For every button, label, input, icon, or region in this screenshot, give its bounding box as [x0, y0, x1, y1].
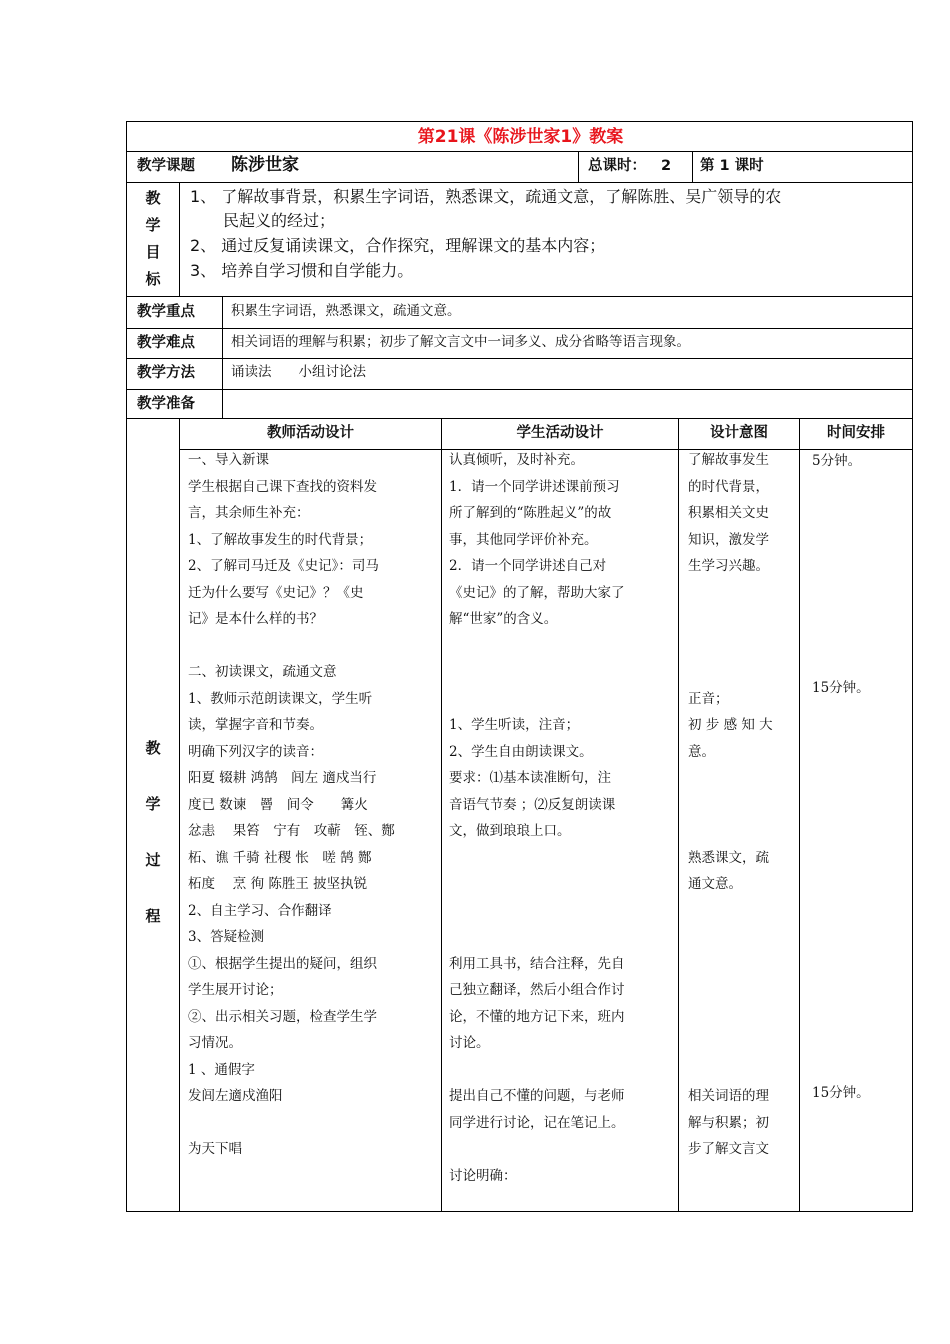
intent-line: [688, 792, 773, 819]
intent-line: 积累相关文史: [688, 505, 769, 521]
row-divider: [127, 151, 912, 152]
topic-label: 教学课题: [137, 158, 195, 174]
student-line: 音语气节奏 ；⑵反复朗读课: [449, 796, 616, 813]
process-label: 教 学 过 程: [145, 739, 161, 925]
topic-value: 陈涉世家: [231, 155, 299, 175]
total-hours-label: 总课时：: [588, 158, 646, 174]
teacher-line: 柘度 烹 徇 陈胜王 披坚执锐: [188, 876, 368, 892]
header-student: 学生活动设计: [516, 425, 604, 441]
time-item: 5分钟。: [812, 453, 862, 469]
row-divider: [127, 328, 912, 329]
student-line: [449, 1136, 625, 1163]
goal-item: 2、 通过反复诵读课文，合作探究，理解课文的基本内容；: [190, 236, 606, 255]
teacher-line: 读，掌握字音和节奏。: [188, 717, 323, 733]
intent-line: [688, 924, 773, 951]
student-line: 2、学生自由朗读课文。: [449, 743, 593, 760]
row-divider: [127, 296, 912, 297]
teacher-line: 2、了解司马迁及《史记》：司马: [188, 558, 379, 574]
teacher-line: 1、了解故事发生的时代背景；: [188, 531, 373, 548]
intent-line: 正音；: [688, 690, 729, 707]
focus-label: 教学重点: [137, 304, 195, 320]
row-divider: [127, 389, 912, 390]
student-line: 解“世家”的含义。: [449, 611, 558, 627]
student-line: [449, 633, 625, 660]
goals-label: 教 学 目 标: [145, 189, 161, 288]
teacher-line: [188, 633, 395, 660]
student-line: 1．请一个同学讲述课前预习: [449, 478, 620, 495]
difficulty-value: 相关词语的理解与积累；初步了解文言文中一词多义、成分省略等语言现象。: [231, 334, 690, 350]
student-line: 同学进行讨论，记在笔记上。: [449, 1114, 625, 1131]
focus-value: 积累生字词语，熟悉课文，疏通文意。: [231, 303, 461, 319]
intent-line: 的时代背景，: [688, 478, 769, 495]
intent-line: [688, 606, 773, 633]
student-line: [449, 686, 625, 713]
teacher-line: 明确下列汉字的读音：: [188, 743, 323, 760]
student-line: 1、学生听读，注音；: [449, 717, 580, 733]
intent-line: [688, 765, 773, 792]
teacher-line: 二、初读课文，疏通文意: [188, 664, 337, 680]
intent-line: 熟悉课文，疏: [688, 849, 769, 866]
student-line: 文，做到琅琅上口。: [449, 823, 571, 839]
teacher-line: 为天下唱: [188, 1141, 242, 1157]
teacher-line: 迁为什么要写《史记》？《史: [188, 584, 364, 601]
intent-line: 了解故事发生: [688, 452, 769, 468]
design-intent-column: [688, 447, 773, 1163]
intent-line: 意。: [688, 743, 715, 760]
teacher-line: 3、答疑检测: [188, 929, 265, 945]
student-line: 论，不懂的地方记下来，班内: [449, 1008, 625, 1025]
student-line: 讨论明确：: [449, 1167, 517, 1184]
preparation-label: 教学准备: [137, 396, 195, 412]
student-line: [449, 898, 625, 925]
student-line: 要求：⑴基本读准断句，注: [449, 770, 611, 786]
col-divider: [222, 297, 223, 418]
intent-line: [688, 818, 773, 845]
intent-line: 生学习兴趣。: [688, 558, 769, 574]
intent-line: [688, 633, 773, 660]
intent-line: [688, 898, 773, 925]
teacher-line: 学生根据自己课下查找的资料发: [188, 478, 377, 495]
student-line: [449, 659, 625, 686]
student-line: [449, 871, 625, 898]
teacher-activity-column: [188, 447, 395, 1163]
col-divider: [179, 182, 180, 297]
intent-line: [688, 1057, 773, 1084]
student-line: 利用工具书，结合注释，先自: [449, 955, 625, 972]
col-divider: [179, 418, 180, 1211]
student-line: 认真倾听，及时补充。: [449, 452, 584, 468]
page-title: 第21课《陈涉世家1》教案: [417, 127, 624, 147]
goal-item: 1、 了解故事背景，积累生字词语，熟悉课文，疏通文意，了解陈胜、吴广领导的农: [190, 187, 782, 206]
total-hours-value: 2: [661, 158, 672, 174]
col-divider: [441, 418, 442, 1211]
col-divider: [678, 418, 679, 1211]
header-time: 时间安排: [827, 425, 885, 441]
col-divider: [692, 151, 693, 183]
student-line: 《史记》的了解，帮助大家了: [449, 584, 625, 601]
student-line: 讨论。: [449, 1035, 490, 1051]
row-divider: [127, 418, 912, 419]
time-item: 15分钟。: [812, 680, 870, 696]
col-divider: [799, 418, 800, 1211]
methods-label: 教学方法: [137, 365, 195, 381]
teacher-line: [188, 1110, 395, 1137]
lesson-plan-table: [126, 121, 913, 1212]
teacher-line: 习情况。: [188, 1035, 242, 1051]
teacher-line: ②、出示相关习题，检查学生学: [188, 1008, 377, 1025]
difficulty-label: 教学难点: [137, 335, 195, 351]
teacher-line: ①、根据学生提出的疑问，组织: [188, 955, 377, 972]
student-line: 己独立翻译，然后小组合作讨: [449, 982, 625, 998]
row-divider: [127, 182, 912, 183]
student-line: 事，其他同学评价补充。: [449, 531, 598, 548]
teacher-line: 度已 数谏 罾 间令 篝火: [188, 796, 368, 813]
time-item: 15分钟。: [812, 1085, 870, 1101]
row-divider: [127, 358, 912, 359]
teacher-line: 发闾左適戍渔阳: [188, 1088, 283, 1104]
intent-line: 相关词语的理: [688, 1088, 769, 1104]
header-intent: 设计意图: [710, 425, 768, 441]
teacher-line: 1 、通假字: [188, 1061, 255, 1078]
lesson-number: 第 1 课时: [700, 158, 764, 174]
student-line: [449, 924, 625, 951]
student-line: 提出自己不懂的问题，与老师: [449, 1088, 625, 1104]
intent-line: 解与积累；初: [688, 1114, 769, 1131]
intent-line: 步了解文言文: [688, 1141, 769, 1157]
intent-line: [688, 977, 773, 1004]
student-line: 2．请一个同学讲述自己对: [449, 558, 607, 574]
intent-line: 知识，激发学: [688, 531, 769, 548]
intent-line: [688, 659, 773, 686]
intent-line: 初 步 感 知 大: [688, 717, 773, 733]
col-divider: [578, 151, 579, 183]
student-line: [449, 845, 625, 872]
teacher-line: 2、自主学习、合作翻译: [188, 902, 332, 919]
intent-line: 通文意。: [688, 876, 742, 892]
student-activity-column: [449, 447, 625, 1189]
teacher-line: 记》是本什么样的书？: [188, 611, 323, 627]
methods-value: 诵读法 小组讨论法: [231, 364, 366, 380]
goal-item: 民起义的经过；: [223, 211, 336, 230]
intent-line: [688, 1030, 773, 1057]
goal-item: 3、 培养自学习惯和自学能力。: [190, 261, 414, 280]
intent-line: [688, 580, 773, 607]
teacher-line: 学生展开讨论；: [188, 982, 283, 998]
intent-line: [688, 1004, 773, 1031]
teacher-line: 忿恚 果笞 宁有 攻蕲 铚、酂: [188, 823, 395, 839]
student-line: 所了解到的“陈胜起义”的故: [449, 505, 612, 521]
teacher-line: 1、教师示范朗读课文，学生听: [188, 690, 373, 707]
header-teacher: 教师活动设计: [267, 425, 354, 441]
student-line: [449, 1057, 625, 1084]
intent-line: [688, 951, 773, 978]
teacher-line: 言，其余师生补充：: [188, 505, 310, 521]
teacher-line: 阳夏 辍耕 鸿鹄 闾左 適戍当行: [188, 770, 377, 786]
teacher-line: 一、导入新课: [188, 452, 269, 468]
teacher-line: 柘、谯 千骑 社稷 怅 嗟 鹄 酂: [188, 849, 372, 866]
